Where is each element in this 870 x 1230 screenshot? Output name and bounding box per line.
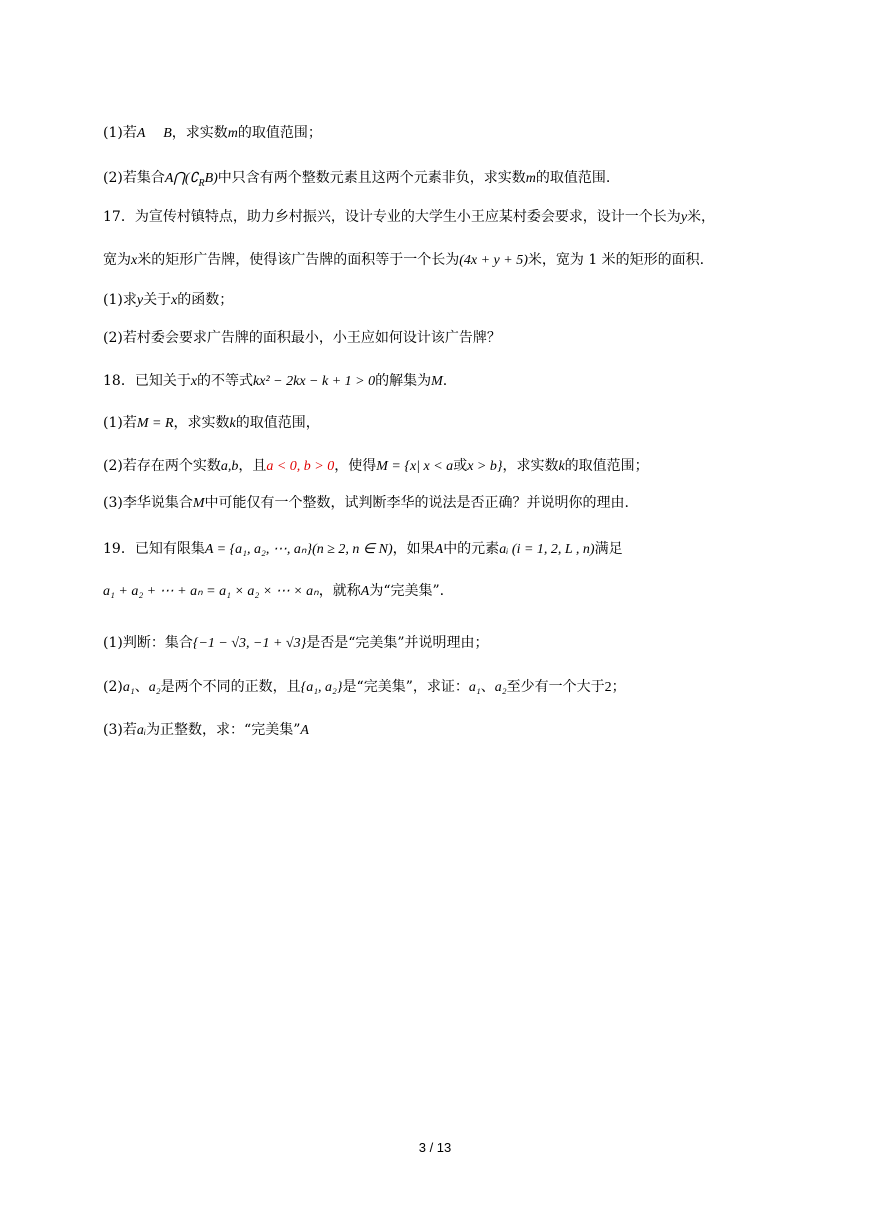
math: a₁ <box>122 680 135 695</box>
q16-part1 <box>103 122 810 145</box>
text: 满足 <box>594 541 623 557</box>
text: (2)若存在两个实数 <box>103 458 221 474</box>
q19-stem-a <box>103 538 810 561</box>
text: 关于 <box>143 292 172 308</box>
math: k <box>558 459 565 474</box>
math: {−1 − √3, −1 + √3} <box>192 636 307 651</box>
text: (1)判断：集合 <box>103 635 193 651</box>
text: 的取值范围； <box>564 458 649 474</box>
math: M = {x| x < a <box>376 459 454 474</box>
q19-part1 <box>103 632 810 655</box>
text: ； <box>611 679 626 695</box>
math: (4x + y + 5) <box>459 253 528 268</box>
math: aᵢ (i = 1, 2, L , n) <box>499 542 595 557</box>
math: M <box>431 374 443 389</box>
q17-part2 <box>103 327 810 349</box>
math: a₁ <box>468 680 481 695</box>
text: 宽为 <box>103 252 131 268</box>
text: 的取值范围； <box>237 125 322 141</box>
math: A <box>300 723 309 738</box>
text: 米，宽为 1 米的矩形的面积. <box>527 252 705 268</box>
text: (3)李华说集合 <box>103 495 193 511</box>
text: 是否是“完美集”并说明理由； <box>306 635 489 651</box>
text: 米， <box>687 209 716 225</box>
text: (2) <box>103 679 123 695</box>
q18-part3 <box>103 492 810 515</box>
math: M <box>192 496 205 511</box>
math: a₂ <box>148 680 161 695</box>
math: M = R <box>136 416 174 431</box>
text: 19．已知有限集 <box>103 541 205 557</box>
text: 中可能仅有一个整数，试判断李华的说法是否正确？并说明你的理由. <box>204 495 629 511</box>
text: 为正整数，求：“完美集” <box>146 722 301 738</box>
text: ，如果 <box>392 541 435 557</box>
q18-stem <box>103 370 810 393</box>
text: 是“完美集”，求证： <box>342 679 469 695</box>
math: x <box>171 293 178 308</box>
text: 米的矩形广告牌，使得该广告牌的面积等于一个长为 <box>137 252 460 268</box>
q16-part2: (2)若集合$A⋂(∁_RB)$中只含有两个整数元素且这两个元素非负，求实数m的取值范围. <box>103 170 611 189</box>
q17-part1 <box>103 289 810 312</box>
text: (2)若村委会要求广告牌的面积最小，小王应如何设计该广告牌？ <box>103 330 501 346</box>
math: aᵢ <box>136 723 147 738</box>
q18-part2 <box>103 455 810 478</box>
text: ，求实数 <box>171 125 228 141</box>
math: a₁ + a₂ + ⋯ + aₙ = a₁ × a₂ × ⋯ × aₙ <box>103 584 319 599</box>
text: (3)若 <box>103 722 137 738</box>
math: B <box>163 126 172 141</box>
math: A <box>360 584 370 599</box>
math: m <box>525 171 536 186</box>
text: 的不等式 <box>197 373 254 389</box>
q18-part1 <box>103 412 810 435</box>
text: (2)若集合 <box>103 170 165 186</box>
text: 的取值范围， <box>235 415 320 431</box>
text: 的函数； <box>177 292 234 308</box>
text: 的解集为 <box>375 373 432 389</box>
text: ，使得 <box>334 458 377 474</box>
math: y <box>136 293 144 308</box>
text: (1)求 <box>103 292 137 308</box>
math: m <box>227 126 238 141</box>
text: 18．已知关于 <box>103 373 191 389</box>
text: 是两个不同的正数，且 <box>160 679 301 695</box>
math: a₂ <box>494 680 507 695</box>
math: A⋂(∁ <box>164 171 199 186</box>
math: x > b} <box>467 459 503 474</box>
math: x <box>131 253 138 268</box>
math: A = {a₁, a₂, ⋯, aₙ}(n ≥ 2, n ∈ N) <box>204 542 393 557</box>
q19-stem-b <box>103 580 810 603</box>
math: A <box>434 542 444 557</box>
text: . <box>442 373 448 389</box>
text: ，求实数 <box>502 458 559 474</box>
text: (1)若 <box>103 125 137 141</box>
q17-stem-b <box>103 249 810 272</box>
math: A <box>136 126 146 141</box>
text: 的取值范围. <box>535 170 611 186</box>
math: 2 <box>604 680 612 695</box>
text: 中的元素 <box>443 541 500 557</box>
math: k <box>229 416 236 431</box>
math: a,b <box>220 459 239 474</box>
text: (1)若 <box>103 415 137 431</box>
math: B) <box>204 171 218 186</box>
text: 中只含有两个整数元素且这两个元素非负，求实数 <box>217 170 526 186</box>
text: 或 <box>453 458 468 474</box>
page-number: 3 / 13 <box>418 1140 452 1155</box>
text: ，且 <box>238 458 267 474</box>
text: ，求实数 <box>173 415 230 431</box>
text: 为“完美集”. <box>369 583 445 599</box>
math: kx² − 2kx − k + 1 > 0 <box>253 374 376 389</box>
math: x <box>190 374 198 389</box>
text: 17．为宣传村镇特点，助力乡村振兴，设计专业的大学生小王应某村委会要求，设计一个长为 <box>103 209 681 225</box>
math-highlight: a < 0, b > 0 <box>266 459 335 474</box>
text: 、 <box>134 679 149 695</box>
q19-part3 <box>103 719 810 742</box>
text: ，就称 <box>318 583 361 599</box>
math: {a₁, a₂} <box>300 680 343 695</box>
text: 、 <box>480 679 495 695</box>
text: 至少有一个大于 <box>506 679 605 695</box>
math: y <box>680 210 688 225</box>
q19-part2 <box>103 676 810 699</box>
q17-stem-a <box>103 206 810 229</box>
